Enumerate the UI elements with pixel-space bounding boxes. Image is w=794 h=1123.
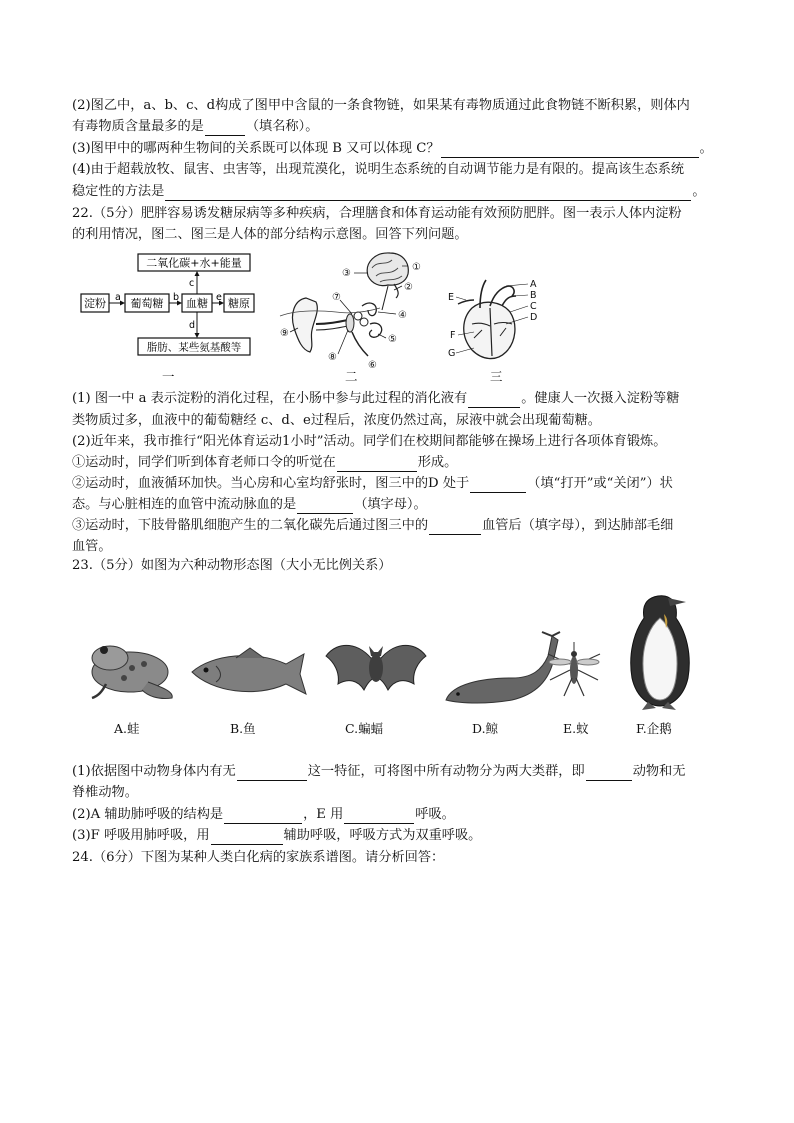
num-4: ④ <box>398 310 407 321</box>
answer-blank[interactable] <box>337 457 417 472</box>
brain-illustration <box>367 253 408 310</box>
bat-illustration <box>326 645 426 690</box>
q23-part1-line1: (1)依据图中动物身体内有无 这一特征，可将图中所有动物分为两大类群，即 动物和无 <box>72 764 686 779</box>
animal-label-penguin: F.企鹅 <box>636 721 672 736</box>
label-d: d <box>189 320 196 331</box>
label-a: a <box>115 292 121 303</box>
animal-label-mosquito: E.蚊 <box>563 721 589 736</box>
label-E: E <box>448 292 455 303</box>
starch-utilization-diagram <box>78 250 258 382</box>
q22-part1-line2: 类物质过多，血液中的葡萄糖经 c、d、e过程后，浓度仍然过高，尿液中就会出现葡萄糖。 <box>72 413 601 428</box>
animal-label-fish: B.鱼 <box>230 721 256 736</box>
answer-blank[interactable] <box>468 393 520 408</box>
answer-blank[interactable] <box>470 478 526 493</box>
fig1-caption: 一 <box>162 369 175 384</box>
num-9: ⑨ <box>280 328 289 339</box>
fat-amino-box-label: 脂肪、某些氨基酸等 <box>146 341 242 354</box>
heart-diagram <box>444 278 544 364</box>
num-2: ② <box>404 282 413 293</box>
num-5: ⑤ <box>388 334 397 345</box>
glycogen-box-label: 糖原 <box>228 297 250 310</box>
animal-label-whale: D.鲸 <box>472 721 499 736</box>
q22-sub3-line2: 血管。 <box>72 539 112 554</box>
q22-part2-line: (2)近年来，我市推行“阳光体育运动1小时”活动。同学们在校期间都能够在操场上进行各项体育锻炼。 <box>72 434 667 449</box>
label-F: F <box>450 330 456 341</box>
glucose-box-label: 葡萄糖 <box>130 297 164 310</box>
whale-illustration <box>446 632 560 703</box>
q23-part2-line: (2)A 辅助肺呼吸的结构是 ，E 用 呼吸。 <box>72 807 455 822</box>
label-b: b <box>173 292 180 303</box>
num-1: ① <box>412 262 421 273</box>
q21-part4-line2: 稳定性的方法是 。 <box>72 184 706 199</box>
fig2-caption: 二 <box>345 369 358 384</box>
q21-part2-line2: 有毒物质含量最多的是 （填名称）。 <box>72 119 319 134</box>
q22-sub1-line: ①运动时，同学们听到体育老师口令的听觉在 形成。 <box>72 455 458 470</box>
frog-illustration <box>92 646 172 699</box>
q22-part1-line1: (1) 图一中 a 表示淀粉的消化过程，在小肠中参与此过程的消化液有 。健康人一次摄入淀粉等糖 <box>72 391 680 406</box>
q22-stem-line2: 的利用情况，图二、图三是人体的部分结构示意图。回答下列问题。 <box>72 227 468 242</box>
q22-sub2-line2: 态。与心脏相连的血管中流动脉血的是 （填字母）。 <box>72 497 427 512</box>
q21-part4-line1: (4)由于超载放牧、鼠害、虫害等，出现荒漠化，说明生态系统的自动调节能力是有限的。提高该生态系统 <box>72 162 685 177</box>
ear-illustration <box>280 298 382 356</box>
q21-part3-line: (3)图甲中的哪两种生物间的关系既可以体现 B 又可以体现 C？ 。 <box>72 141 713 156</box>
num-3: ③ <box>342 268 351 279</box>
answer-blank[interactable] <box>344 809 414 824</box>
q22-sub2-line1: ②运动时，血液循环加快。当心房和心室均舒张时，图三中的D 处于 （填“打开”或“关闭”）状 <box>72 476 673 491</box>
answer-blank[interactable] <box>237 766 307 781</box>
q23-part1-line2: 脊椎动物。 <box>72 785 138 800</box>
num-8: ⑧ <box>328 352 337 363</box>
brain-ear-diagram <box>276 250 426 370</box>
label-G: G <box>448 348 456 359</box>
starch-box-label: 淀粉 <box>84 297 106 310</box>
answer-blank[interactable] <box>211 830 283 845</box>
num-6: ⑥ <box>368 360 377 370</box>
answer-blank[interactable] <box>429 520 481 535</box>
fig3-caption: 三 <box>490 369 503 384</box>
answer-blank[interactable] <box>224 809 302 824</box>
answer-blank[interactable] <box>297 499 353 514</box>
answer-blank[interactable] <box>441 143 699 158</box>
q22-sub3-line1: ③运动时，下肢骨骼肌细胞产生的二氧化碳先后通过图三中的 血管后（填字母），到达肺部毛细 <box>72 518 674 533</box>
label-c: c <box>189 278 195 289</box>
q22-stem-line1: 22.（5分）肥胖容易诱发糖尿病等多种疾病，合理膳食和体育运动能有效预防肥胖。图一表示人体内淀粉 <box>72 206 682 221</box>
q21-part2-line1: (2)图乙中，a、b、c、d构成了图甲中含鼠的一条食物链，如果某有毒物质通过此食物链不断积累，则体内 <box>72 98 690 113</box>
label-B: B <box>530 290 537 301</box>
answer-blank[interactable] <box>586 766 632 781</box>
animal-label-frog: A.蛙 <box>114 721 140 736</box>
label-A: A <box>530 279 537 290</box>
q23-stem: 23.（5分）如图为六种动物形态图（大小无比例关系） <box>72 558 392 573</box>
blood-sugar-box-label: 血糖 <box>186 297 208 310</box>
penguin-illustration <box>631 596 690 710</box>
label-C: C <box>530 301 537 312</box>
label-D: D <box>530 312 538 323</box>
q23-part3-line: (3)F 呼吸用肺呼吸，用 辅助呼吸，呼吸方式为双重呼吸。 <box>72 828 482 843</box>
six-animals-figure <box>80 588 700 716</box>
animal-label-bat: C.蝙蝠 <box>345 721 384 736</box>
num-7: ⑦ <box>332 292 341 303</box>
products-box-label: 二氧化碳+水+能量 <box>146 256 242 270</box>
label-e: e <box>216 292 222 303</box>
answer-blank[interactable] <box>205 121 245 136</box>
fish-illustration <box>192 648 306 694</box>
q24-stem: 24.（6分）下图为某种人类白化病的家族系谱图。请分析回答： <box>72 850 445 865</box>
answer-blank[interactable] <box>165 186 691 201</box>
